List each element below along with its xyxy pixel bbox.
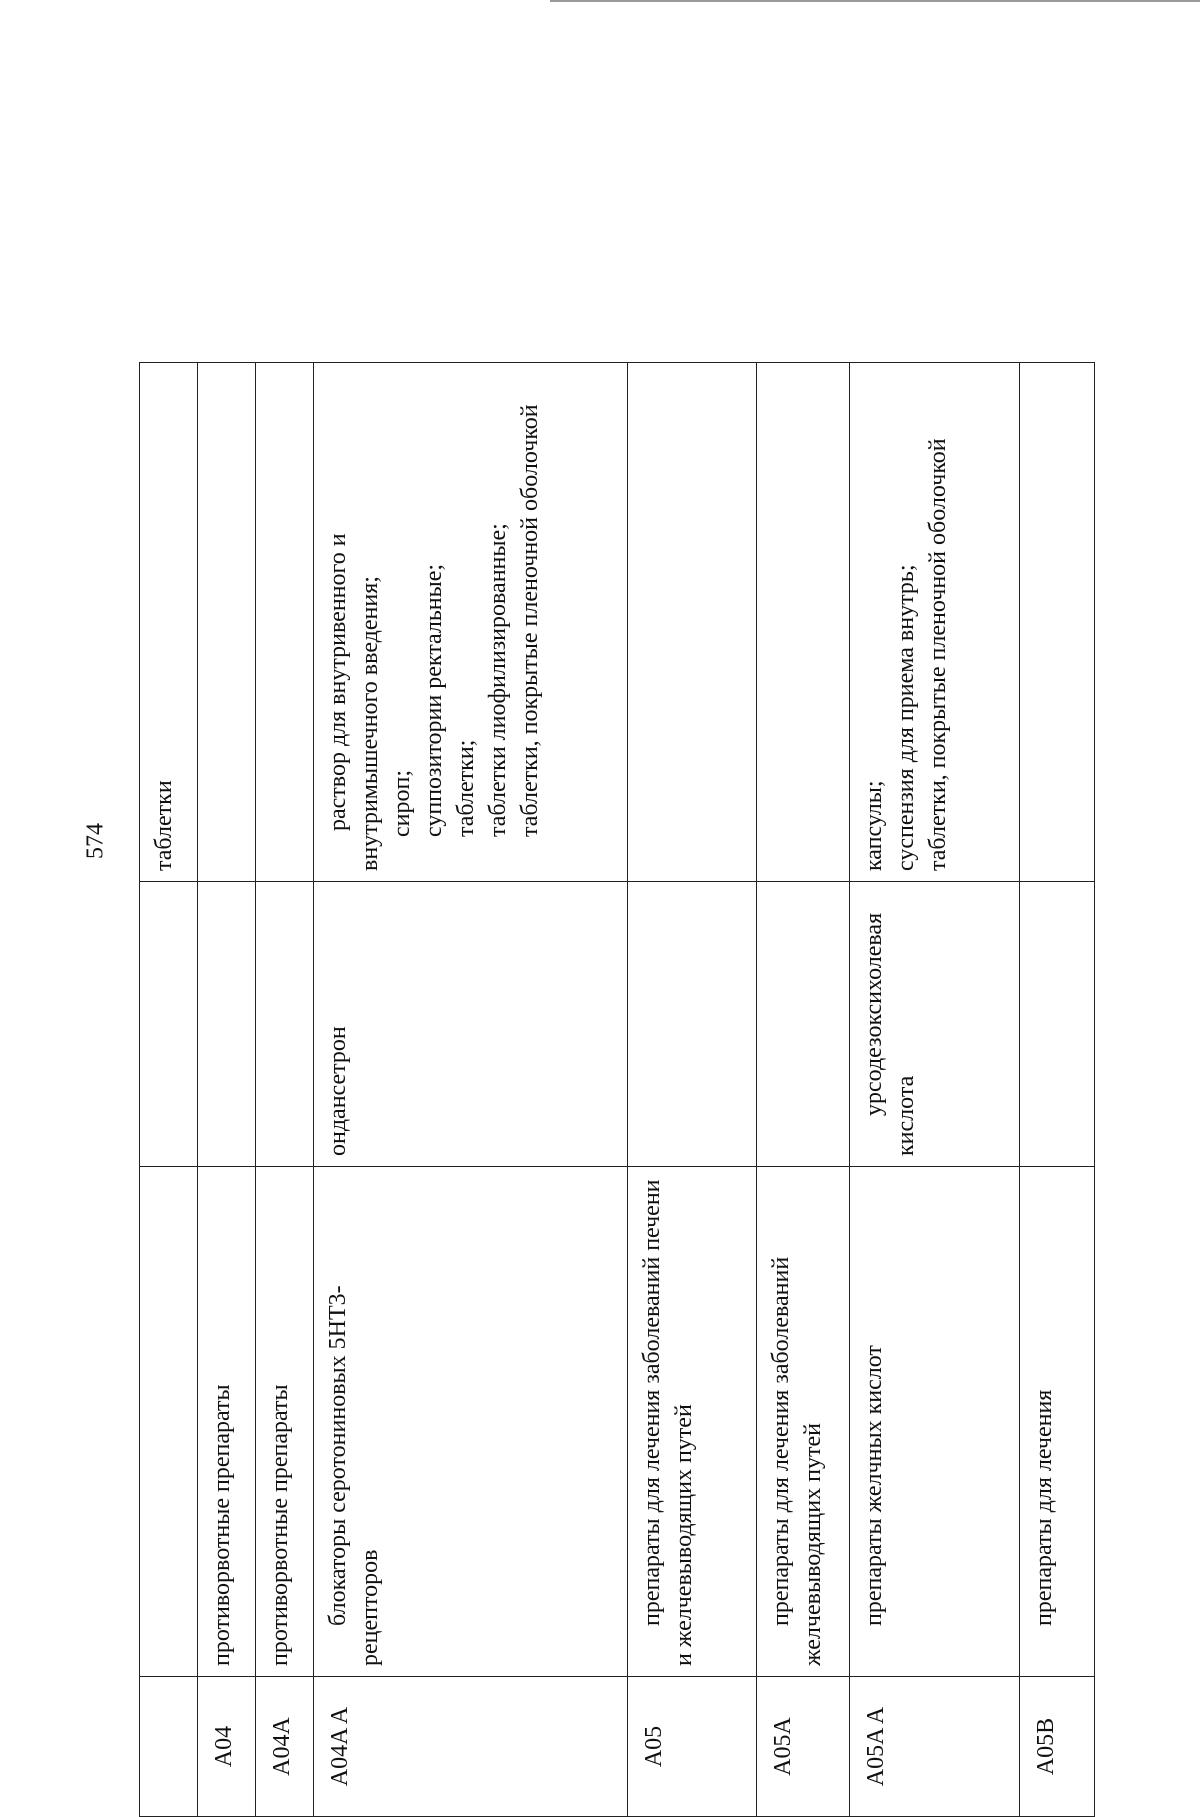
rotated-table-container xyxy=(139,363,1094,1817)
medicine-cell: ондансетрон xyxy=(314,882,628,1167)
atc-code-cell: A04A xyxy=(256,1677,314,1817)
form-line: суспензия для приема внутрь; xyxy=(893,564,919,871)
forms-cell xyxy=(757,363,850,882)
table-row xyxy=(628,363,757,1817)
table-row xyxy=(757,363,850,1817)
medicine-cell: урсодезоксихолевая кислота xyxy=(850,882,1020,1167)
group-cell: блокаторы серотониновых 5HT3-рецепторов xyxy=(314,1167,628,1677)
form-line: сироп; xyxy=(389,769,415,837)
form-line: таблетки; xyxy=(453,739,479,837)
group-cell: препараты для лечения xyxy=(1020,1167,1095,1677)
form-line: капсулы; xyxy=(861,780,887,871)
group-cell: препараты желчных кислот xyxy=(850,1167,1020,1677)
forms-cell xyxy=(140,363,198,882)
medicine-cell xyxy=(757,882,850,1167)
group-cell: противорвотные препараты xyxy=(198,1167,256,1677)
form-line: таблетки лиофилизированные; xyxy=(485,523,511,837)
atc-code-cell: A04 xyxy=(198,1677,256,1817)
forms-cell xyxy=(198,363,256,882)
medicine-cell xyxy=(1020,882,1095,1167)
form-line: таблетки, покрытые пленочной оболочкой xyxy=(925,438,951,871)
forms-cell xyxy=(314,363,628,882)
form-line: раствор для внутривенного и внутримышечного введения; xyxy=(325,533,383,871)
forms-cell xyxy=(850,363,1020,882)
medicine-cell xyxy=(628,882,757,1167)
form-line: суппозитории ректальные; xyxy=(421,563,447,837)
forms-cell xyxy=(628,363,757,882)
atc-code-cell: A05A xyxy=(757,1677,850,1817)
medicine-cell xyxy=(256,882,314,1167)
medicine-cell xyxy=(198,882,256,1167)
medicines-table xyxy=(139,362,1095,1817)
atc-code-cell: A05 xyxy=(628,1677,757,1817)
atc-code-cell: A05B xyxy=(1020,1677,1095,1817)
atc-code-cell: A05A A xyxy=(850,1677,1020,1817)
scan-top-edge xyxy=(550,0,1200,2)
table-row xyxy=(140,363,198,1817)
forms-cell xyxy=(256,363,314,882)
medicine-cell xyxy=(140,882,198,1167)
table-row xyxy=(256,363,314,1817)
group-cell: противорвотные препараты xyxy=(256,1167,314,1677)
form-line: таблетки, покрытые пленочной оболочкой xyxy=(517,404,543,837)
form-line: таблетки xyxy=(151,780,177,871)
table-row xyxy=(198,363,256,1817)
page-number: 574 xyxy=(82,823,109,859)
table-row xyxy=(314,363,628,1817)
forms-cell xyxy=(1020,363,1095,882)
table-row xyxy=(850,363,1020,1817)
group-cell: препараты для лечения заболеваний печени и желчевыводящих путей xyxy=(628,1167,757,1677)
table-row xyxy=(1020,363,1095,1817)
group-cell xyxy=(140,1167,198,1677)
atc-code-cell xyxy=(140,1677,198,1817)
atc-code-cell: A04A A xyxy=(314,1677,628,1817)
group-cell: препараты для лечения заболеваний желчевыводящих путей xyxy=(757,1167,850,1677)
